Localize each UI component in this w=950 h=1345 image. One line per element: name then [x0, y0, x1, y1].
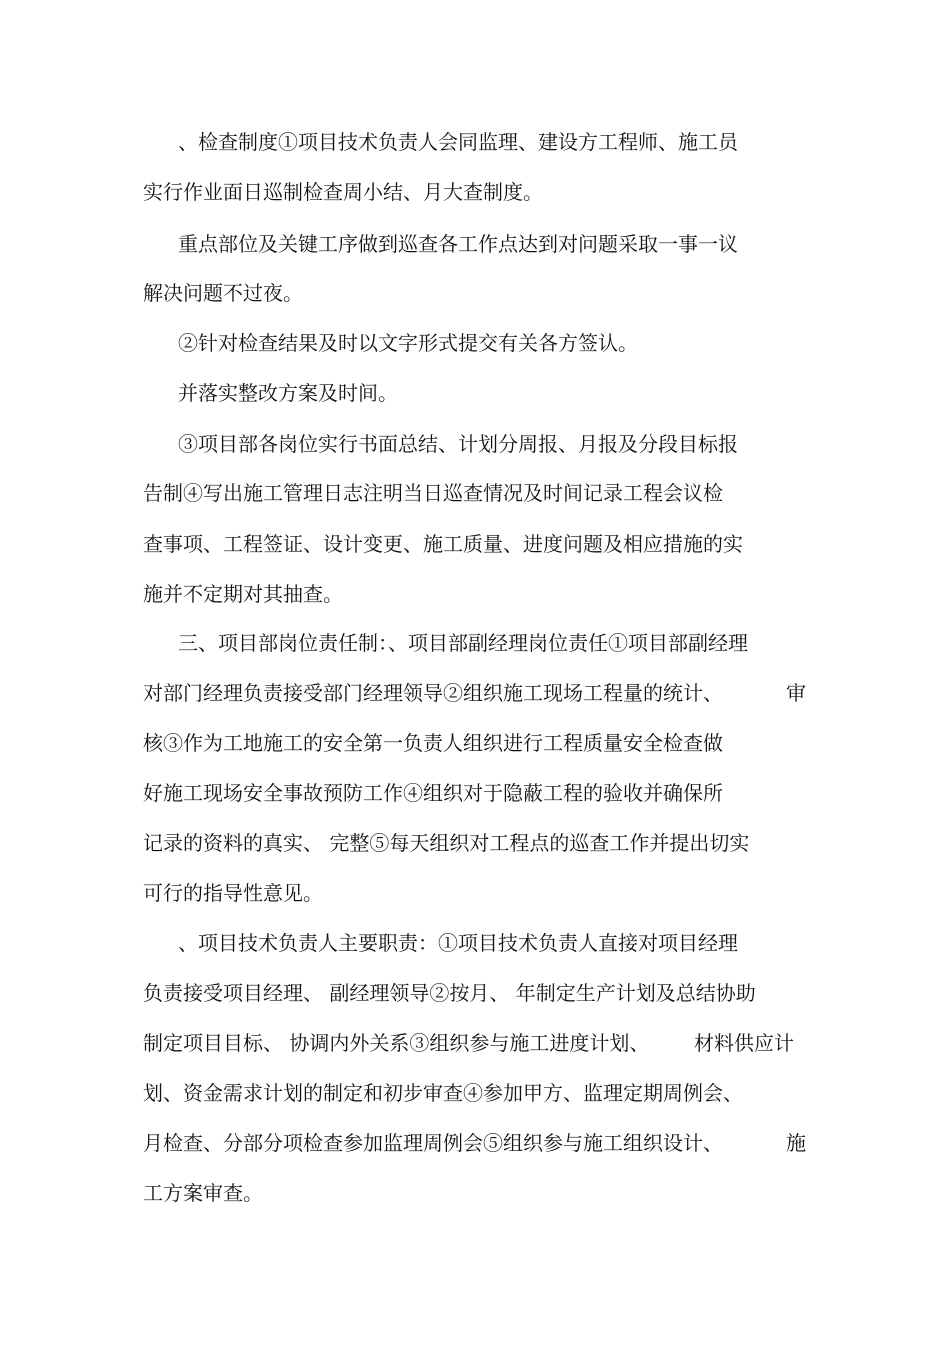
text-line: 审	[786, 681, 806, 705]
text-line: 对部门经理负责接受部门经理领导②组织施工现场工程量的统计、	[143, 681, 723, 705]
text-line: 月检查、分部分项检查参加监理周例会⑤组织参与施工组织设计、	[143, 1131, 723, 1155]
text-line: 查事项、工程签证、设计变更、施工质量、进度问题及相应措施的实	[143, 532, 743, 556]
text-line: 负责接受项目经理、 副经理领导②按月、 年制定生产计划及总结协助	[143, 981, 756, 1005]
text-line: 施并不定期对其抽查。	[143, 582, 343, 606]
text-line: 三、项目部岗位责任制：、项目部副经理岗位责任①项目部副经理	[178, 631, 748, 655]
text-line: 施	[786, 1131, 806, 1155]
text-line: 制定项目目标、 协调内外关系③组织参与施工进度计划、	[143, 1031, 650, 1055]
text-line: 、检查制度①项目技术负责人会同监理、建设方工程师、施工员	[178, 130, 738, 154]
text-line: 重点部位及关键工序做到巡查各工作点达到对问题采取一事一议	[178, 232, 738, 256]
text-line: 材料供应计	[694, 1031, 794, 1055]
text-line: ②针对检查结果及时以文字形式提交有关各方签认。	[178, 331, 638, 355]
text-line: 告制④写出施工管理日志注明当日巡查情况及时间记录工程会议检	[143, 481, 723, 505]
text-line: 好施工现场安全事故预防工作④组织对于隐蔽工程的验收并确保所	[143, 781, 723, 805]
text-line: 可行的指导性意见。	[143, 881, 323, 905]
text-line: ③项目部各岗位实行书面总结、计划分周报、月报及分段目标报	[178, 432, 738, 456]
text-line: 记录的资料的真实、 完整⑤每天组织对工程点的巡查工作并提出切实	[143, 831, 750, 855]
text-line: 划、资金需求计划的制定和初步审查④参加甲方、监理定期周例会、	[143, 1081, 743, 1105]
text-line: 解决问题不过夜。	[143, 281, 303, 305]
text-line: 并落实整改方案及时间。	[178, 381, 398, 405]
text-line: 工方案审查。	[143, 1181, 263, 1205]
text-line: 、项目技术负责人主要职责：①项目技术负责人直接对项目经理	[178, 931, 738, 955]
text-line: 实行作业面日巡制检查周小结、月大查制度。	[143, 180, 543, 204]
text-line: 核③作为工地施工的安全第一负责人组织进行工程质量安全检查做	[143, 731, 723, 755]
